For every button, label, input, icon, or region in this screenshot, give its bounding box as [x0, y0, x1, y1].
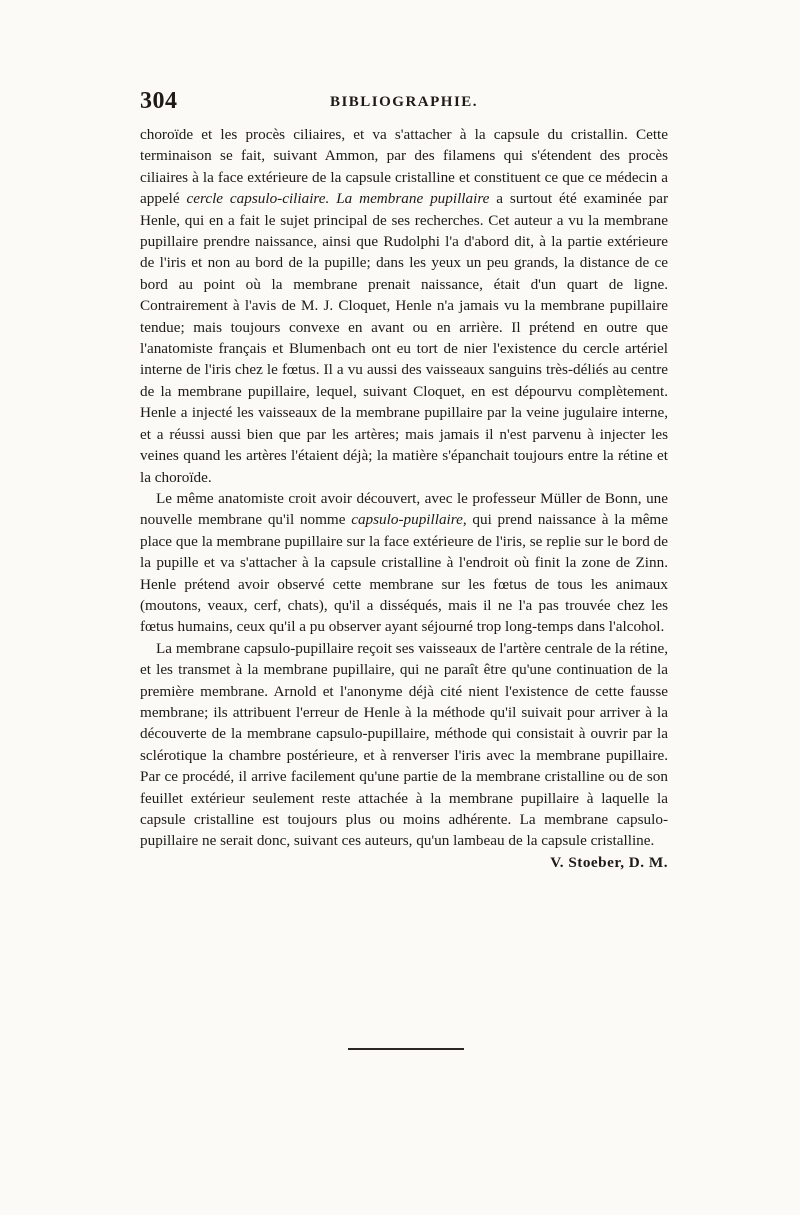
paragraph: Le même anatomiste croit avoir découvert, avec le professeur Müller de Bonn, une nouvelle membrane qu'il nomme capsulo-pupillaire, qui prend naissance à la même place que la membrane pupillaire sur la face extérieure de l'iris, se replie sur le bord de la pupille et va s'attacher à la capsule cristalline à l'endroit où finit la zone de Zinn. Henle prétend avoir observé cette membrane sur les fœtus de tous les animaux (moutons, veaux, cerf, chats), qu'il a disséqués, mais il ne l'a pas trouvée chez les fœtus humains, ceux qu'il a pu observer ayant séjourné trop long-temps dans l'alcohol.	[140, 489, 668, 636]
signature	[140, 852, 668, 873]
author-name: V. Stoeber, D. M.	[550, 853, 668, 871]
body-text	[140, 124, 668, 873]
closing-rule	[348, 1048, 464, 1050]
page-number: 304	[140, 88, 178, 114]
running-title: BIBLIOGRAPHIE.	[329, 94, 479, 110]
paragraph: choroïde et les procès ciliaires, et va s'attacher à la capsule du cristallin. Cette terminaison se fait, suivant Ammon, par des filamens qui s'étendent des procès ciliaires à la face extérieure de la capsule cristalline et constituent ce que ce médecin a appelé cercle capsulo-ciliaire. La membrane pupillaire a surtout été examinée par Henle, qui en a fait le sujet principal de ses recherches. Cet auteur a vu la membrane pupillaire prendre naissance, ainsi que Rudolphi l'a d'abord dit, à la partie extérieure de l'iris et non au bord de la pupille; dans les yeux un peu grands, la distance de ce bord au point où la membrane prenait naissance, était d'un quart de ligne. Contrairement à l'avis de M. J. Cloquet, Henle n'a jamais vu la membrane pupillaire tendue; mais toujours convexe en avant ou en arrière. Il prétend en outre que l'anatomiste français et Blumenbach ont eu tort de nier l'existence du cercle artériel interne de l'iris chez le fœtus. Il a vu aussi des vaisseaux sanguins très-déliés au centre de la membrane pupillaire, lequel, suivant Cloquet, en est dépourvu complètement. Henle a injecté les vaisseaux de la membrane pupillaire par la veine jugulaire interne, et a réussi aussi bien que par les artères; mais jamais il n'est parvenu à injecter les veines quand les artères l'étaient déjà; la matière s'épanchait toujours entre la rétine et la choroïde.	[140, 126, 669, 486]
paragraph: La membrane capsulo-pupillaire reçoit ses vaisseaux de l'artère centrale de la rétine, et les transmet à la membrane pupillaire, qui ne paraît être qu'une continuation de la première membrane. Arnold et l'anonyme déjà cité nient l'existence de cette fausse membrane; ils attribuent l'erreur de Henle à la méthode qu'il suivait pour arriver à la découverte de la membrane capsulo-pupillaire, méthode qui consistait à ouvrir par la sclérotique la chambre postérieure, et à renverser l'iris avec la membrane pupillaire. Par ce procédé, il arrive facilement qu'une partie de la membrane cristalline ou de son feuillet extérieur seulement reste attachée à la membrane pupillaire à laquelle la capsule cristalline est toujours plus ou moins adhérente. La membrane capsulo-pupillaire ne serait donc, suivant ces auteurs, qu'un lambeau de la capsule cristalline.	[140, 639, 668, 850]
page-header	[140, 88, 668, 118]
